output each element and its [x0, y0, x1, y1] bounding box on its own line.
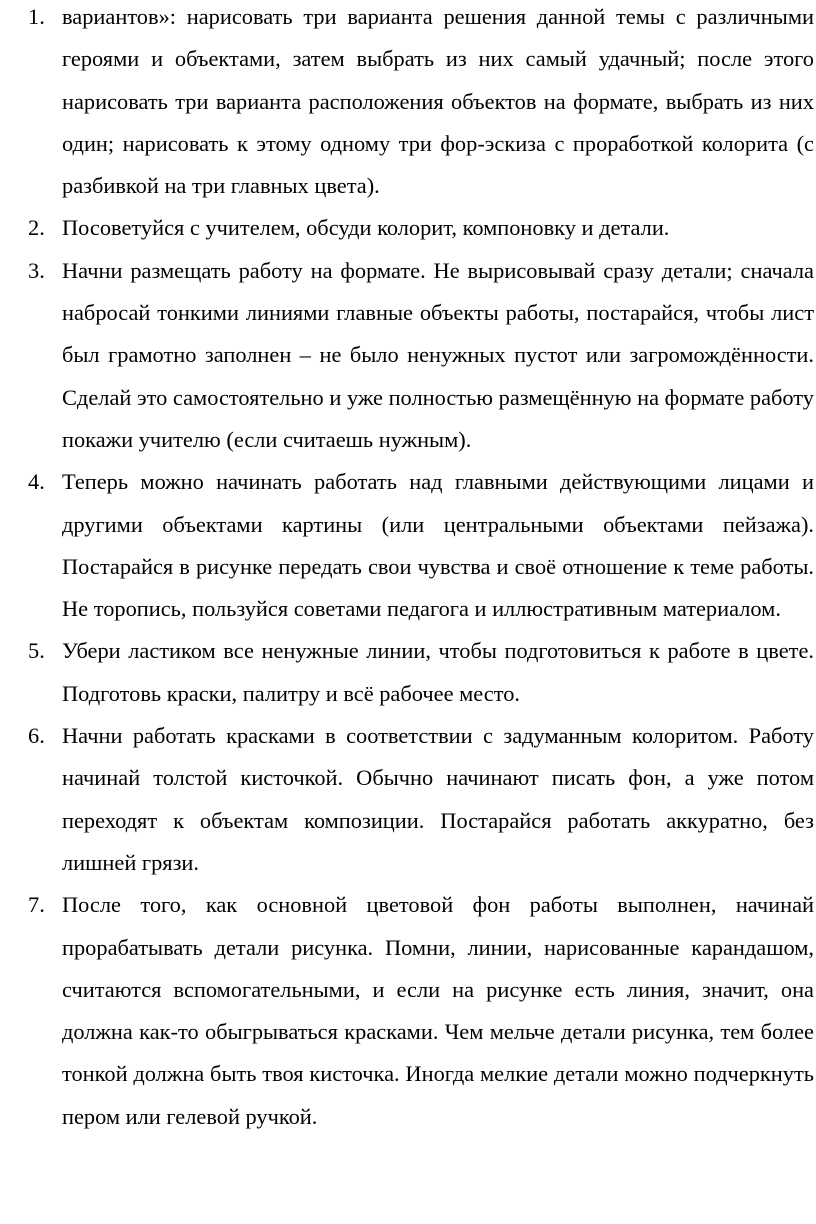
list-item-3 [0, 250, 816, 461]
list-item-number: 7. [28, 892, 45, 918]
list-item-7 [0, 884, 816, 1138]
list-item-text: Теперь можно начинать работать над главными действующими лицами и другими объектами картины (или центральными объектами пейзажа). Постарайся в рисунке передать свои чувства и своё отношение к теме работы. Не торопись, пользуйся советами педагога и иллюстративным материалом. [62, 469, 814, 622]
list-item-text: Посоветуйся с учителем, обсуди колорит, компоновку и детали. [62, 215, 670, 241]
list-item-6 [0, 715, 816, 884]
list-item-number: 6. [28, 723, 45, 749]
list-item-4 [0, 461, 816, 630]
list-item-1 [0, 0, 816, 207]
list-item-2 [0, 207, 816, 249]
list-item-5 [0, 630, 816, 715]
list-item-text: Начни размещать работу на формате. Не вырисовывай сразу детали; сначала набросай тонкими линиями главные объекты работы, постарайся, чтобы лист был грамотно заполнен – не было ненужных пустот или загромождённости. Сделай это самостоятельно и уже полностью размещённую на формате работу покажи учителю (если считаешь нужным). [62, 257, 814, 452]
list-item-text: вариантов»: нарисовать три варианта решения данной темы с различными героями и объектами, затем выбрать из них самый удачный; после этого нарисовать три варианта расположения объектов на формате, выбрать из них один; нарисовать к этому одному три фор-эскиза с проработкой колорита (с разбивкой на три главных цвета). [62, 4, 814, 199]
list-item-text: Начни работать красками в соответствии с задуманным колоритом. Работу начинай толстой кисточкой. Обычно начинают писать фон, а уже потом переходят к объектам композиции. Постарайся работать аккуратно, без лишней грязи. [62, 723, 814, 875]
list-item-text: После того, как основной цветовой фон работы выполнен, начинай прорабатывать детали рисунка. Помни, линии, нарисованные карандашом, считаются вспомогательными, и если на рисунке есть линия, значит, она должна как-то обыгрываться красками. Чем мельче детали рисунка, тем более тонкой должна быть твоя кисточка. Иногда мелкие детали можно подчеркнуть пером или гелевой ручкой. [62, 892, 814, 1129]
list-item-number: 1. [28, 4, 45, 29]
list-item-text: Убери ластиком все ненужные линии, чтобы подготовиться к работе в цвете. Подготовь краски, палитру и всё рабочее место. [62, 638, 814, 706]
list-item-number: 5. [28, 638, 45, 664]
list-item-number: 4. [28, 469, 45, 495]
list-item-number: 3. [28, 257, 45, 283]
list-item-number: 2. [28, 215, 45, 241]
